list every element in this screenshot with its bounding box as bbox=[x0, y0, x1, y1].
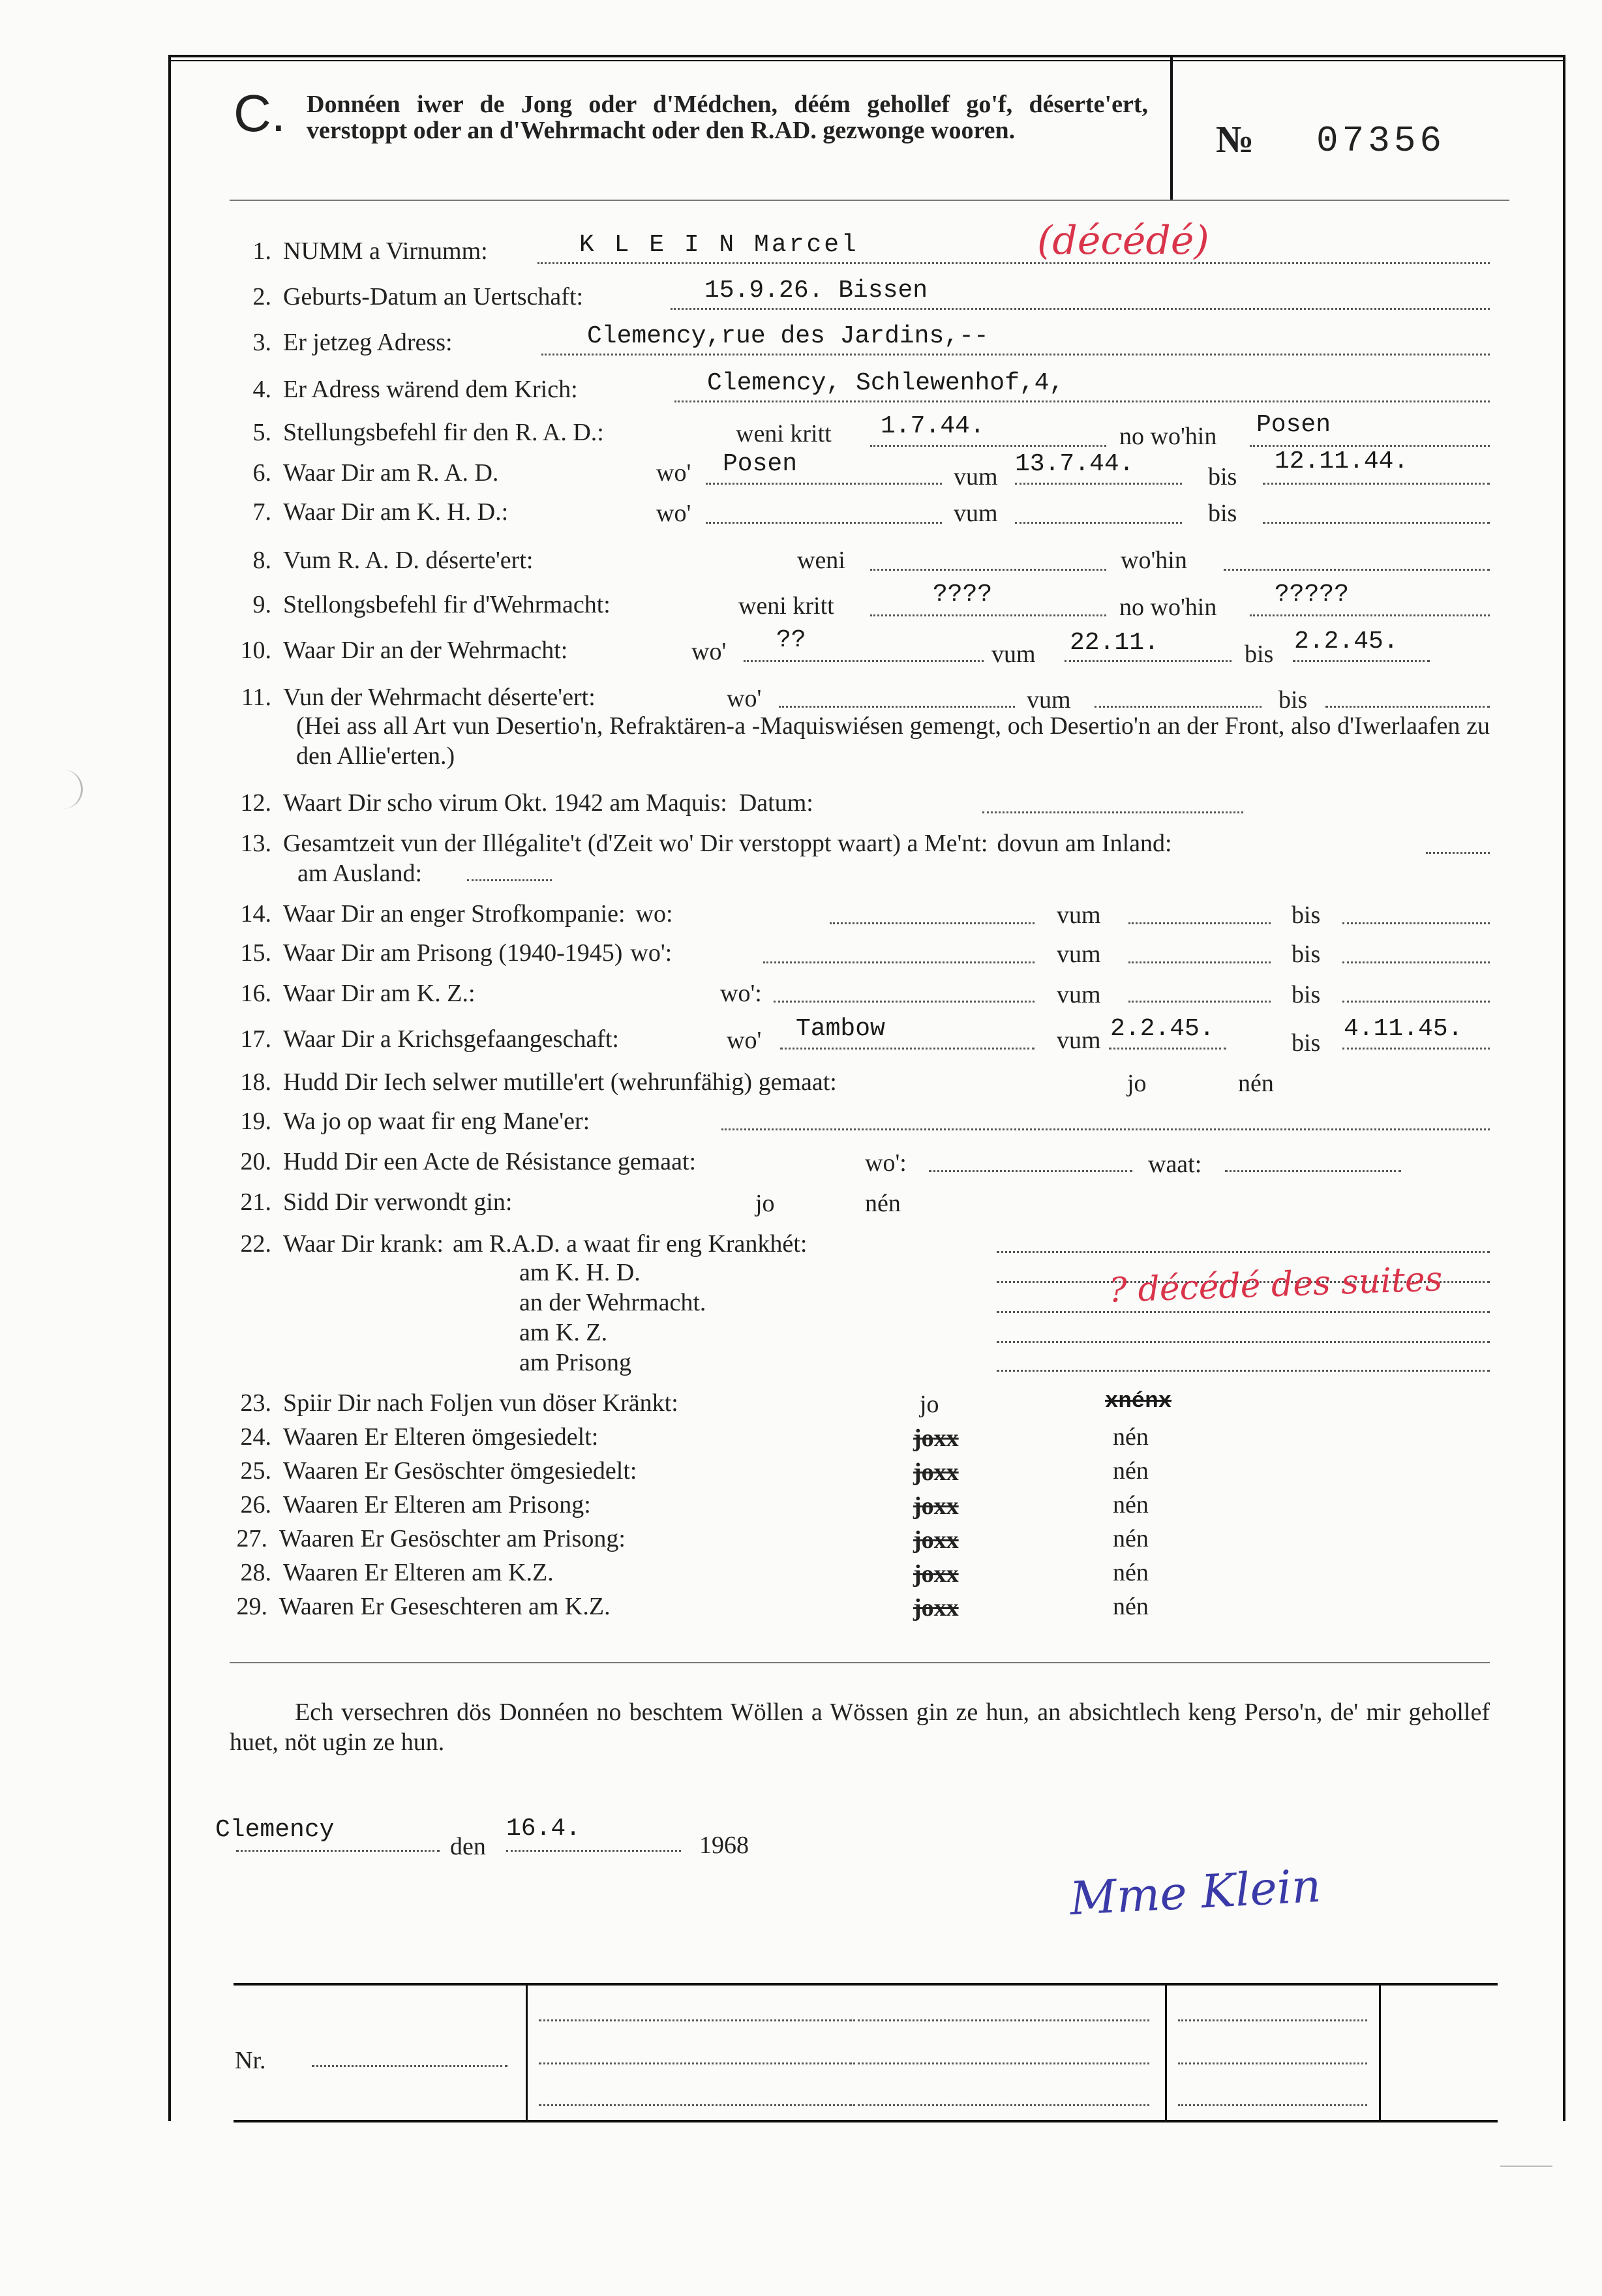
answer-wm-order-date: ???? bbox=[933, 581, 993, 609]
q17-from-label: vum bbox=[1057, 1027, 1101, 1054]
answer-line-14c[interactable] bbox=[1342, 922, 1490, 924]
answer-birth: 15.9.26. Bissen bbox=[704, 277, 928, 305]
box-line-1[interactable] bbox=[539, 2019, 852, 2021]
answer-line-4[interactable] bbox=[674, 400, 1490, 402]
q7-from-label: vum bbox=[954, 500, 998, 527]
answer-wm-place: ?? bbox=[776, 626, 806, 654]
answer-name: K L E I N Marcel bbox=[579, 231, 859, 259]
q7-where-label: wo' bbox=[656, 500, 691, 527]
answer-line-16a[interactable] bbox=[774, 1001, 1035, 1003]
question-7: 7. Waar Dir am K. H. D.: bbox=[252, 498, 509, 526]
question-16: 16. Waar Dir am K. Z.: bbox=[240, 980, 476, 1007]
q11-from-label: vum bbox=[1027, 686, 1071, 714]
header-rule bbox=[230, 200, 1509, 201]
den-label: den bbox=[450, 1833, 486, 1860]
q22-sub-wehrmacht: an der Wehrmacht. bbox=[519, 1289, 706, 1316]
form-title: Donnéen iwer de Jong oder d'Médchen, déém gehollef go'f, déserte'ert, verstoppt oder an d'Wehrmacht oder den R.AD. gezwonge wooren. bbox=[307, 91, 1148, 144]
question-4: 4. Er Adress wärend dem Krich: bbox=[252, 376, 578, 403]
answer-line-6a[interactable] bbox=[706, 483, 942, 485]
answer-rad-place: Posen bbox=[723, 450, 798, 478]
q20-what-label: waat: bbox=[1148, 1151, 1202, 1178]
answer-line-7c[interactable] bbox=[1263, 522, 1490, 524]
punch-hole-shadow bbox=[57, 770, 83, 809]
box-line-4[interactable] bbox=[853, 2019, 1149, 2021]
question-3: 3. Er jetzeg Adress: bbox=[252, 329, 453, 356]
q11-where-label: wo' bbox=[727, 685, 762, 712]
answer-line-17a[interactable] bbox=[780, 1048, 1035, 1050]
answer-line-22a[interactable] bbox=[997, 1251, 1490, 1253]
place-line[interactable] bbox=[236, 1850, 440, 1852]
q27-no-option[interactable]: nén bbox=[1113, 1525, 1149, 1552]
answer-rad-order-date: 1.7.44. bbox=[881, 412, 985, 440]
q21-no-option[interactable]: nén bbox=[865, 1190, 901, 1217]
question-17: 17. Waar Dir a Krichsgefaangeschaft: bbox=[240, 1025, 619, 1053]
q10-where-label: wo' bbox=[691, 638, 727, 665]
bottom-box-bottom bbox=[234, 2120, 1498, 2122]
question-18: 18. Hudd Dir Iech selwer mutille'ert (wehrunfähig) gemaat: bbox=[240, 1068, 837, 1096]
question-27: 27. Waaren Er Gesöschter am Prisong: bbox=[236, 1525, 626, 1552]
nr-line[interactable] bbox=[312, 2065, 507, 2067]
answer-line-11b[interactable] bbox=[1095, 706, 1262, 708]
q17-to-label: bis bbox=[1292, 1029, 1321, 1057]
answer-line-16c[interactable] bbox=[1342, 1001, 1490, 1003]
answer-line-9b[interactable] bbox=[1250, 614, 1490, 616]
answer-rad-from: 13.7.44. bbox=[1015, 450, 1134, 478]
answer-line-8b[interactable] bbox=[1224, 569, 1490, 571]
bottom-box-top bbox=[234, 1983, 1498, 1986]
question-25: 25. Waaren Er Gesöschter ömgesiedelt: bbox=[240, 1457, 637, 1485]
answer-line-5a[interactable] bbox=[870, 445, 1106, 447]
q29-no-option[interactable]: nén bbox=[1113, 1593, 1149, 1620]
q5-when-label: weni kritt bbox=[736, 420, 832, 447]
q25-yes-struck[interactable]: joxx bbox=[913, 1458, 959, 1486]
answer-line-10a[interactable] bbox=[744, 660, 984, 662]
q14-from-label: vum bbox=[1057, 901, 1101, 929]
q13-abroad-label: am Ausland: bbox=[297, 860, 423, 887]
signature-year: 1968 bbox=[699, 1832, 749, 1859]
signature: Mme Klein bbox=[1068, 1858, 1323, 1926]
q7-to-label: bis bbox=[1208, 500, 1237, 527]
box-line-5[interactable] bbox=[853, 2062, 1149, 2064]
answer-line-14a[interactable] bbox=[830, 922, 1035, 924]
q17-where-label: wo' bbox=[727, 1027, 762, 1054]
q22-sub-kz: am K. Z. bbox=[519, 1319, 608, 1346]
question-5: 5. Stellungsbefehl fir den R. A. D.: bbox=[252, 419, 604, 446]
form-number: 07356 bbox=[1316, 120, 1446, 162]
answer-line-13b[interactable] bbox=[467, 879, 552, 881]
answer-line-16b[interactable] bbox=[1128, 1001, 1271, 1003]
question-15: 15. Waar Dir am Prisong (1940-1945) wo': bbox=[240, 939, 673, 967]
answer-line-10b[interactable] bbox=[1065, 660, 1232, 662]
q11-to-label: bis bbox=[1278, 686, 1308, 714]
signature-place: Clemency bbox=[215, 1816, 335, 1844]
bottom-box-divider-1 bbox=[526, 1983, 528, 2122]
box-line-7[interactable] bbox=[1178, 2019, 1367, 2021]
question-6: 6. Waar Dir am R. A. D. bbox=[252, 459, 499, 487]
q18-no-option[interactable]: nén bbox=[1238, 1070, 1274, 1097]
q16-from-label: vum bbox=[1057, 981, 1101, 1008]
answer-line-7a[interactable] bbox=[706, 522, 942, 524]
declaration-text: Ech versechren dös Donnéen no beschtem Wöllen a Wössen gin ze hun, an absichtlech keng Perso'n, de' mir gehollef huet, nöt ugin ze hun. bbox=[230, 1699, 1490, 1756]
frame-top-border bbox=[168, 55, 1565, 57]
q15-to-label: bis bbox=[1292, 941, 1321, 968]
answer-pow-place: Tambow bbox=[796, 1015, 885, 1043]
q15-from-label: vum bbox=[1057, 941, 1101, 968]
question-26: 26. Waaren Er Elteren am Prisong: bbox=[240, 1491, 591, 1518]
answer-line-14b[interactable] bbox=[1128, 922, 1271, 924]
box-line-2[interactable] bbox=[539, 2062, 852, 2064]
date-line[interactable] bbox=[506, 1850, 681, 1852]
answer-line-17c[interactable] bbox=[1342, 1048, 1490, 1050]
answer-line-12[interactable] bbox=[982, 811, 1243, 813]
q8-where-label: wo'hin bbox=[1121, 547, 1187, 574]
section-rule bbox=[230, 1662, 1490, 1663]
question-2: 2. Geburts-Datum an Uertschaft: bbox=[252, 283, 584, 310]
header-divider bbox=[1170, 55, 1173, 200]
q9-when-label: weni kritt bbox=[738, 592, 834, 620]
answer-wm-from: 22.11. bbox=[1070, 629, 1159, 657]
question-12: 12. Waart Dir scho virum Okt. 1942 am Maquis: Datum: bbox=[240, 789, 813, 817]
answer-line-2[interactable] bbox=[671, 308, 1490, 310]
answer-line-9a[interactable] bbox=[870, 614, 1106, 616]
q8-when-label: weni bbox=[797, 547, 845, 574]
answer-line-15a[interactable] bbox=[763, 961, 1035, 963]
answer-line-5b[interactable] bbox=[1250, 445, 1490, 447]
bottom-box-divider-3 bbox=[1379, 1983, 1381, 2122]
answer-line-22d[interactable] bbox=[997, 1341, 1490, 1343]
answer-line-6c[interactable] bbox=[1263, 483, 1490, 485]
edge-mark bbox=[1500, 2166, 1552, 2167]
question-29: 29. Waaren Er Geseschteren am K.Z. bbox=[236, 1593, 611, 1620]
answer-line-22c[interactable] bbox=[997, 1311, 1490, 1313]
question-21: 21. Sidd Dir verwondt gin: bbox=[240, 1188, 513, 1216]
q25-no-option[interactable]: nén bbox=[1113, 1457, 1149, 1485]
q14-to-label: bis bbox=[1292, 901, 1321, 929]
question-8: 8. Vum R. A. D. déserte'ert: bbox=[252, 547, 534, 574]
answer-pow-from: 2.2.45. bbox=[1110, 1015, 1215, 1043]
answer-wm-order-place: ????? bbox=[1275, 581, 1350, 609]
answer-line-11a[interactable] bbox=[779, 706, 1015, 708]
q22-sub-khd: am K. H. D. bbox=[519, 1259, 641, 1286]
question-14: 14. Waar Dir an enger Strofkompanie: wo: bbox=[240, 900, 673, 928]
answer-address-war: Clemency, Schlewenhof,4, bbox=[707, 369, 1065, 397]
box-line-6[interactable] bbox=[853, 2104, 1149, 2106]
answer-pow-to: 4.11.45. bbox=[1344, 1015, 1463, 1043]
question-19: 19. Wa jo op waat fir eng Mane'er: bbox=[240, 1108, 590, 1135]
frame-top-border-inner bbox=[168, 60, 1565, 61]
q10-to-label: bis bbox=[1245, 641, 1274, 668]
q27-yes-struck[interactable]: joxx bbox=[913, 1526, 959, 1554]
q18-yes-option[interactable]: jo bbox=[1127, 1070, 1147, 1097]
box-line-9[interactable] bbox=[1178, 2104, 1367, 2106]
answer-rad-order-place: Posen bbox=[1256, 411, 1331, 439]
question-1: 1. NUMM a Virnumm: bbox=[252, 237, 488, 265]
question-28: 28. Waaren Er Elteren am K.Z. bbox=[240, 1559, 554, 1586]
answer-rad-to: 12.11.44. bbox=[1275, 447, 1409, 476]
q22-sub-prison: am Prisong bbox=[519, 1349, 632, 1376]
answer-line-3[interactable] bbox=[541, 354, 1490, 355]
answer-line-13a[interactable] bbox=[1426, 852, 1490, 854]
number-sign: № bbox=[1216, 118, 1254, 160]
answer-line-19[interactable] bbox=[721, 1128, 1490, 1130]
answer-line-20b[interactable] bbox=[1225, 1170, 1401, 1172]
q20-where-label: wo': bbox=[865, 1149, 907, 1177]
q9-where-label: no wo'hin bbox=[1119, 594, 1217, 621]
answer-address-now: Clemency,rue des Jardins,-- bbox=[587, 322, 989, 350]
answer-line-22e[interactable] bbox=[997, 1370, 1490, 1372]
question-13: 13. Gesamtzeit vun der Illégalite't (d'Zeit wo' Dir verstoppt waart) a Me'nt: dovun am Inland: bbox=[240, 830, 1172, 857]
handwritten-sick-note: ? décédé des suites bbox=[1108, 1260, 1443, 1310]
answer-line-17b[interactable] bbox=[1109, 1048, 1226, 1050]
frame-left-border bbox=[168, 55, 171, 2121]
box-line-8[interactable] bbox=[1178, 2062, 1367, 2064]
question-10: 10. Waar Dir an der Wehrmacht: bbox=[240, 637, 568, 664]
q24-yes-struck[interactable]: joxx bbox=[913, 1425, 959, 1452]
answer-line-11c[interactable] bbox=[1325, 706, 1490, 708]
question-11: 11. Vun der Wehrmacht déserte'ert: bbox=[241, 684, 596, 711]
q28-yes-struck[interactable]: joxx bbox=[913, 1560, 959, 1588]
answer-line-1[interactable] bbox=[537, 262, 1490, 264]
q16-to-label: bis bbox=[1292, 981, 1321, 1008]
answer-line-8a[interactable] bbox=[870, 569, 1106, 571]
q5-where-label: no wo'hin bbox=[1119, 423, 1217, 450]
q26-yes-struck[interactable]: joxx bbox=[913, 1492, 959, 1520]
q10-from-label: vum bbox=[991, 641, 1036, 668]
q6-to-label: bis bbox=[1208, 463, 1237, 491]
frame-right-border bbox=[1563, 55, 1565, 2121]
q26-no-option[interactable]: nén bbox=[1113, 1491, 1149, 1518]
bottom-box-divider-2 bbox=[1165, 1983, 1167, 2122]
q11-note: (Hei ass all Art vun Desertio'n, Refraktären-a -Maquiswiésen gemengt, och Desertio'n an der Front, also d'Iwerlaafen zu den Allie'erten.) bbox=[296, 712, 1490, 770]
question-20: 20. Hudd Dir een Acte de Résistance gemaat: bbox=[240, 1148, 697, 1175]
q21-yes-option[interactable]: jo bbox=[755, 1190, 775, 1217]
answer-wm-to: 2.2.45. bbox=[1294, 627, 1398, 656]
signature-date: 16.4. bbox=[506, 1815, 581, 1843]
q23-yes-option[interactable]: jo bbox=[920, 1391, 939, 1418]
q6-where-label: wo' bbox=[656, 459, 691, 487]
q29-yes-struck[interactable]: joxx bbox=[913, 1594, 959, 1622]
section-letter: C. bbox=[234, 84, 286, 142]
answer-line-20a[interactable] bbox=[929, 1170, 1132, 1172]
question-22: 22. Waar Dir krank: am R.A.D. a waat fir eng Krankhét: bbox=[240, 1230, 808, 1258]
q23-no-struck[interactable]: xnénx bbox=[1105, 1389, 1172, 1414]
q24-no-option[interactable]: nén bbox=[1113, 1423, 1149, 1451]
question-9: 9. Stellongsbefehl fir d'Wehrmacht: bbox=[252, 591, 611, 618]
answer-line-15c[interactable] bbox=[1342, 961, 1490, 963]
handwritten-deceased: (décédé) bbox=[1037, 218, 1209, 264]
answer-line-7b[interactable] bbox=[1015, 522, 1182, 524]
q6-from-label: vum bbox=[954, 463, 998, 491]
question-24: 24. Waaren Er Elteren ömgesiedelt: bbox=[240, 1423, 599, 1451]
q16-where-label: wo': bbox=[720, 980, 762, 1007]
answer-line-15b[interactable] bbox=[1128, 961, 1271, 963]
box-line-3[interactable] bbox=[539, 2104, 852, 2106]
answer-line-6b[interactable] bbox=[1015, 483, 1182, 485]
question-23: 23. Spiir Dir nach Foljen vun döser Kränkt: bbox=[240, 1389, 678, 1417]
answer-line-10c[interactable] bbox=[1293, 660, 1430, 662]
q28-no-option[interactable]: nén bbox=[1113, 1559, 1149, 1586]
nr-label: Nr. bbox=[235, 2047, 266, 2074]
